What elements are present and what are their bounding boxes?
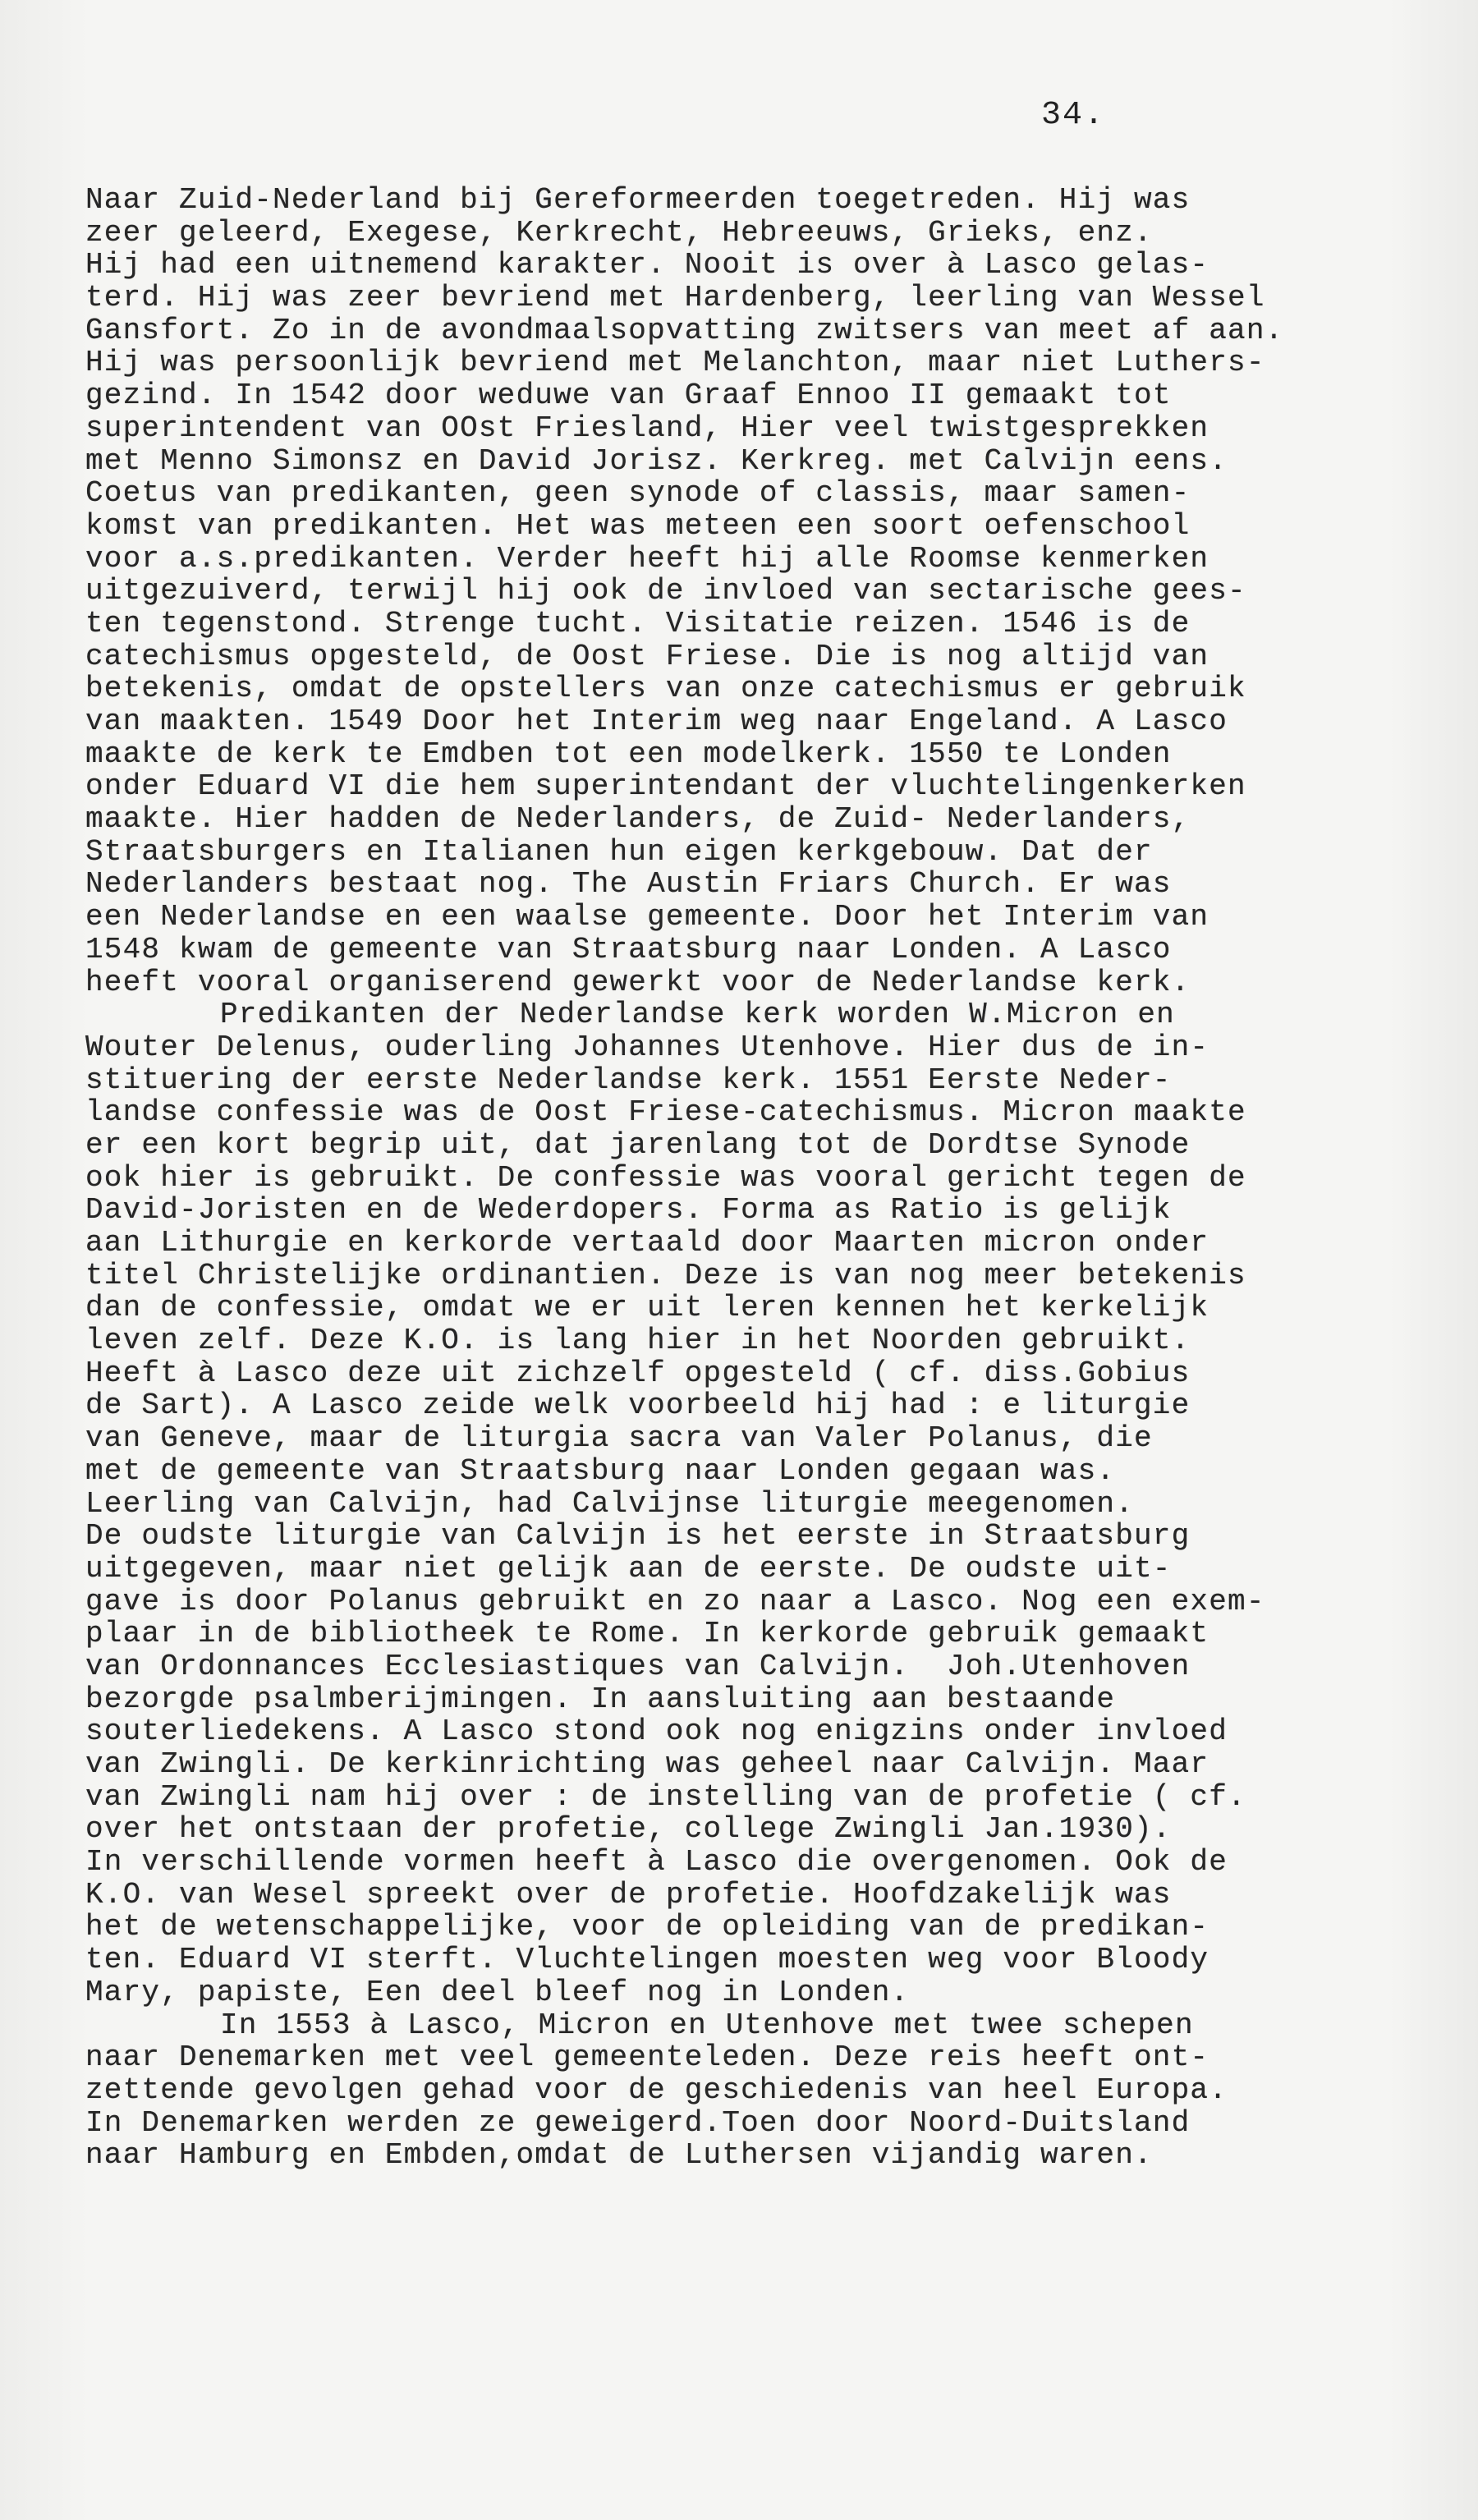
text-line: plaar in de bibliotheek te Rome. In kerkorde gebruik gemaakt: [85, 1617, 1209, 1651]
text-line: een Nederlandse en een waalse gemeente. Door het Interim van: [85, 900, 1209, 934]
text-line: gezind. In 1542 door weduwe van Graaf Ennoo II gemaakt tot: [85, 379, 1172, 413]
text-line: ten. Eduard VI sterft. Vluchtelingen moesten weg voor Bloody: [85, 1943, 1209, 1977]
text-line: de Sart). A Lasco zeide welk voorbeeld hij had : e liturgie: [85, 1389, 1191, 1423]
text-line: Gansfort. Zo in de avondmaalsopvatting zwitsers van meet af aan.: [85, 313, 1284, 347]
text-line: komst van predikanten. Het was meteen een soort oefenschool: [85, 508, 1191, 543]
text-line: Coetus van predikanten, geen synode of classis, maar samen-: [85, 476, 1191, 511]
text-line: maakte. Hier hadden de Nederlanders, de Zuid- Nederlanders,: [85, 802, 1191, 837]
text-line: K.O. van Wesel spreekt over de profetie. Hoofdzakelijk was: [85, 1877, 1172, 1912]
text-line: heeft vooral organiserend gewerkt voor de Nederlandse kerk.: [85, 965, 1191, 999]
text-line: uitgegeven, maar niet gelijk aan de eerste. De oudste uit-: [85, 1551, 1172, 1586]
text-line: terd. Hij was zeer bevriend met Hardenberg, leerling van Wessel: [85, 281, 1265, 315]
text-line: er een kort begrip uit, dat jarenlang tot de Dordtse Synode: [85, 1127, 1191, 1162]
text-line: catechismus opgesteld, de Oost Friese. Die is nog altijd van: [85, 639, 1209, 673]
text-line: aan Lithurgie en kerkorde vertaald door Maarten micron onder: [85, 1226, 1209, 1260]
text-line: 1548 kwam de gemeente van Straatsburg naar Londen. A Lasco: [85, 932, 1172, 966]
text-line: souterliedekens. A Lasco stond ook nog enigzins onder invloed: [85, 1714, 1228, 1749]
text-line: ten tegenstond. Strenge tucht. Visitatie reizen. 1546 is de: [85, 606, 1191, 640]
text-line: Nederlanders bestaat nog. The Austin Friars Church. Er was: [85, 867, 1172, 902]
text-line: Straatsburgers en Italianen hun eigen kerkgebouw. Dat der: [85, 834, 1153, 869]
text-line: van Ordonnances Ecclesiastiques van Calvijn. Joh.Utenhoven: [85, 1649, 1191, 1683]
body-text: [85, 184, 1416, 2172]
text-line: titel Christelijke ordinantien. Deze is van nog meer betekenis: [85, 1258, 1246, 1292]
text-line: Wouter Delenus, ouderling Johannes Utenhove. Hier dus de in-: [85, 1030, 1209, 1064]
text-line: Predikanten der Nederlandse kerk worden W.Micron en: [220, 998, 1175, 1032]
text-line: zeer geleerd, Exegese, Kerkrecht, Hebreeuws, Grieks, enz.: [85, 215, 1153, 250]
text-line: Hij was persoonlijk bevriend met Melanchton, maar niet Luthers-: [85, 346, 1265, 380]
text-line: Mary, papiste, Een deel bleef nog in Londen.: [85, 1975, 910, 2009]
text-line: naar Hamburg en Embden,omdat de Luthersen vijandig waren.: [85, 2138, 1153, 2173]
text-line: stituering der eerste Nederlandse kerk. 1551 Eerste Neder-: [85, 1063, 1172, 1097]
text-line: zettende gevolgen gehad voor de geschiedenis van heel Europa.: [85, 2072, 1228, 2107]
text-line: over het ontstaan der profetie, college Zwingli Jan.1930).: [85, 1812, 1172, 1847]
text-line: van maakten. 1549 Door het Interim weg naar Engeland. A Lasco: [85, 705, 1228, 738]
text-line: David-Joristen en de Wederdopers. Forma as Ratio is gelijk: [85, 1193, 1172, 1228]
text-line: superintendent van OOst Friesland, Hier veel twistgesprekken: [85, 411, 1209, 445]
text-line: naar Denemarken met veel gemeenteleden. Deze reis heeft ont-: [85, 2040, 1209, 2075]
text-line: gave is door Polanus gebruikt en zo naar a Lasco. Nog een exem-: [85, 1584, 1265, 1618]
text-line: De oudste liturgie van Calvijn is het eerste in Straatsburg: [85, 1519, 1191, 1554]
text-line: van Zwingli. De kerkinrichting was geheel naar Calvijn. Maar: [85, 1747, 1209, 1781]
text-line: In 1553 à Lasco, Micron en Utenhove met twee schepen: [220, 2008, 1194, 2042]
text-line: van Geneve, maar de liturgia sacra van Valer Polanus, die: [85, 1421, 1153, 1456]
text-line: In Denemarken werden ze geweigerd.Toen door Noord-Duitsland: [85, 2105, 1191, 2140]
text-line: Heeft à Lasco deze uit zichzelf opgesteld ( cf. diss.Gobius: [85, 1356, 1191, 1390]
text-line: maakte de kerk te Emdben tot een modelkerk. 1550 te Londen: [85, 737, 1172, 771]
text-line: betekenis, omdat de opstellers van onze catechismus er gebruik: [85, 672, 1246, 706]
text-line: met Menno Simonsz en David Jorisz. Kerkreg. met Calvijn eens.: [85, 443, 1228, 478]
text-line: dan de confessie, omdat we er uit leren kennen het kerkelijk: [85, 1291, 1209, 1325]
text-line: landse confessie was de Oost Friese-catechismus. Micron maakte: [85, 1095, 1246, 1130]
text-line: bezorgde psalmberijmingen. In aansluiting aan bestaande: [85, 1682, 1116, 1716]
text-line: leven zelf. Deze K.O. is lang hier in het Noorden gebruikt.: [85, 1324, 1191, 1358]
text-line: Hij had een uitnemend karakter. Nooit is over à Lasco gelas-: [85, 248, 1209, 282]
text-line: Leerling van Calvijn, had Calvijnse liturgie meegenomen.: [85, 1486, 1134, 1521]
text-line: van Zwingli nam hij over : de instelling van de profetie ( cf.: [85, 1779, 1246, 1814]
text-line: ook hier is gebruikt. De confessie was vooral gericht tegen de: [85, 1160, 1246, 1195]
text-line: voor a.s.predikanten. Verder heeft hij alle Roomse kenmerken: [85, 541, 1209, 576]
text-line: met de gemeente van Straatsburg naar Londen gegaan was.: [85, 1453, 1116, 1488]
text-line: uitgezuiverd, terwijl hij ook de invloed van sectarische gees-: [85, 574, 1246, 608]
text-line: onder Eduard VI die hem superintendant der vluchtelingenkerken: [85, 769, 1246, 804]
text-line: Naar Zuid-Nederland bij Gereformeerden toegetreden. Hij was: [85, 183, 1191, 217]
text-line: In verschillende vormen heeft à Lasco die overgenomen. Ook de: [85, 1845, 1228, 1880]
text-line: het de wetenschappelijke, voor de opleiding van de predikan-: [85, 1910, 1209, 1944]
page-number: 34.: [1041, 97, 1106, 134]
